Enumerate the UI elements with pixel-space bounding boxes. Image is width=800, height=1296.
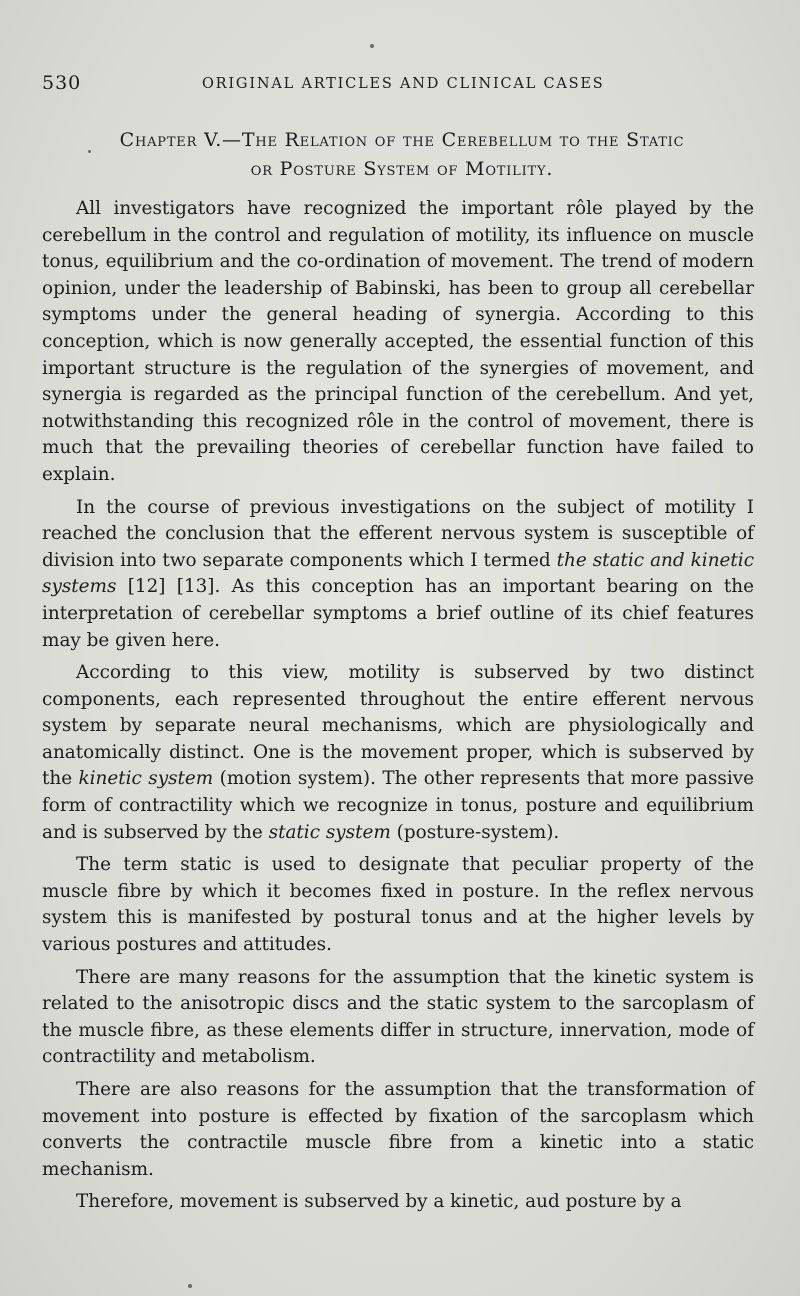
paragraph-3 <box>42 660 754 846</box>
page-header <box>42 72 754 98</box>
paragraph-2-emphasis: the static and kinetic systems <box>42 549 754 598</box>
print-speck <box>370 44 374 48</box>
chapter-title-line-1: Chapter V.—The Relation of the Cerebellum to the Static <box>119 129 685 151</box>
paragraph-3-emphasis-kinetic: kinetic system <box>78 768 214 790</box>
paragraph-1-text: All investigators have recognized the important rôle played by the cerebellum in the control and regulation of motility, its influence on muscle tonus, equilibrium and the co-ordination of movement. The trend of modern opinion, under the leadership of Babinski, has been to group all cerebellar symptoms under the general heading of synergia. According to this conception, which is now generally accepted, the essential function of this important structure is the regulation of the synergies of movement, and synergia is regarded as the principal function of the cerebellum. And yet, notwithstanding this recognized rôle in the control of movement, there is much that the prevailing theories of cerebellar function have failed to explain. <box>42 198 754 485</box>
paragraph-3-emphasis-static: static system <box>268 821 391 843</box>
print-speck <box>88 150 91 153</box>
paragraph-2-text-start: In the course of previous investigations on the subject of motility I reached the conclusion that the efferent nervous system is susceptible of division into two separate components which I termed <box>42 496 754 571</box>
paragraph-2-text-end: [12] [13]. As this conception has an important bearing on the interpretation of cerebellar symptoms a brief outline of its chief features may be given here. <box>42 576 754 651</box>
running-head: ORIGINAL ARTICLES AND CLINICAL CASES <box>202 76 605 92</box>
paragraph-3-text-middle: (motion system). The other represents that more passive form of contractility which we recognize in tonus, posture and equilibrium and is subserved by the <box>42 768 754 843</box>
paragraph-7 <box>42 1189 754 1216</box>
print-speck <box>188 1284 192 1288</box>
paragraph-5-text: There are many reasons for the assumption that the kinetic system is related to the anisotropic discs and the static system to the sarcoplasm of the muscle fibre, as these elements differ in structure, innervation, mode of contractility and metabolism. <box>42 966 754 1068</box>
paragraph-1 <box>42 196 754 489</box>
paragraph-5 <box>42 965 754 1071</box>
chapter-title-line-2: or Posture System of Motility. <box>250 158 554 180</box>
paragraph-6-text: There are also reasons for the assumption that the transformation of movement into posture is effected by fixation of the sarcoplasm which converts the contractile muscle fibre from a kinetic into a static mechanism. <box>42 1079 754 1180</box>
paragraph-7-text: Therefore, movement is subserved by a kinetic, aud posture by a <box>76 1191 682 1213</box>
chapter-title <box>44 126 760 184</box>
paragraph-6 <box>42 1077 754 1183</box>
page-number: 530 <box>42 72 82 94</box>
paragraph-3-text-start: According to this view, motility is subserved by two distinct components, each represented throughout the entire efferent nervous system by separate neural mechanisms, which are physiologically and anatomically distinct. One is the movement proper, which is subserved by the <box>42 662 754 790</box>
paragraph-4 <box>42 852 754 958</box>
body-text <box>42 196 754 1222</box>
paragraph-2 <box>42 495 754 655</box>
paragraph-3-text-end: (posture-system). <box>390 821 560 843</box>
paragraph-4-text: The term static is used to designate that peculiar property of the muscle fibre by which it becomes fixed in posture. In the reflex nervous system this is manifested by postural tonus and at the higher levels by various postures and attitudes. <box>42 854 754 956</box>
